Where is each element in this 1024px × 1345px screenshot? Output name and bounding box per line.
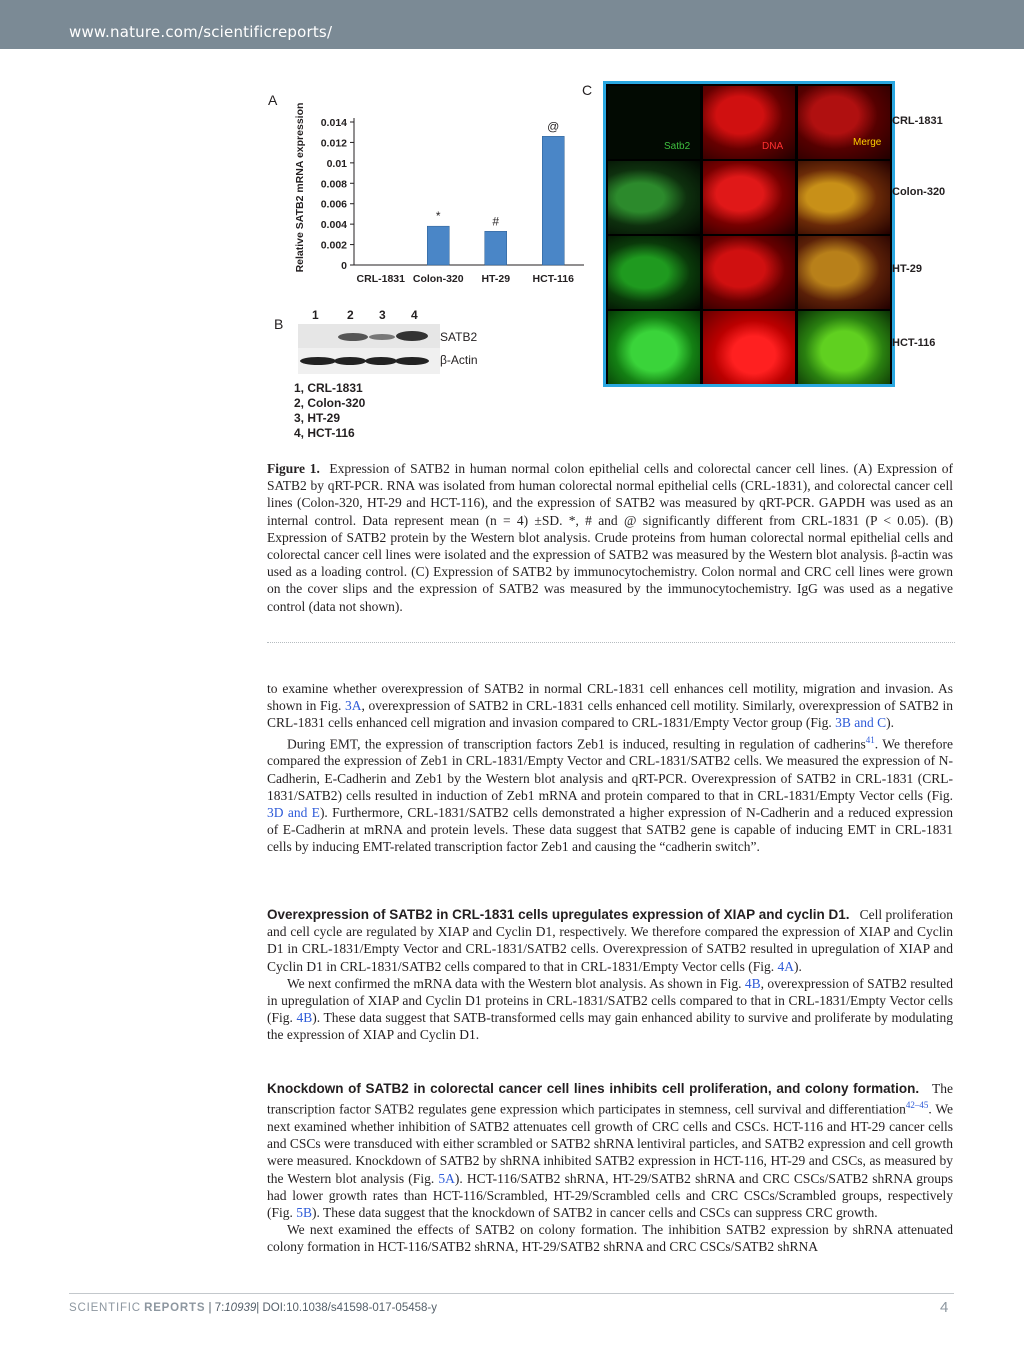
text-run: ). HCT-116/SATB2 shRNA, HT-29/SATB2 shRNA and CRC CSCs/SATB2 shRNA groups had lower growth rates than HCT-116/Scrambled, HT-29/Scrambled cells and CRC CSCs/Scrambled groups, respectively (Fig. <box>267 1170 953 1220</box>
text-run: We next examined the effects of SATB2 on colony formation. The inhibition SATB2 expression by shRNA attenuated colony formation in HCT-116/SATB2 shRNA, HT-29/SATB2 shRNA and CRC CSCs/SATB2 shRNA <box>267 1222 953 1255</box>
text-run: . We therefore compared the expression of Zeb1 in CRL-1831/Empty Vector and CRL-1831/SATB2 cells. We measured the expression of N-Cadherin, E-Cadherin and Zeb1 by the Western blot analysis and qRT-PCR. Overexpression of SATB2 in CRL-1831 (CRL-1831/SATB2) cells resulted in induction of Zeb1 mRNA and protein compared to that in CRL-1831/Empty Vector cells (Fig. <box>267 736 953 803</box>
row-label-colon320: Colon-320 <box>892 186 946 198</box>
section-heading: Overexpression of SATB2 in CRL-1831 cells upregulates expression of XIAP and cyclin D1. <box>267 907 850 922</box>
panel-a-letter: A <box>268 92 278 108</box>
figure-link[interactable]: 3A <box>345 698 362 714</box>
blot-lane-4: 4 <box>411 308 418 322</box>
text-run: Cell proliferation and cell cycle are regulated by XIAP and Cyclin D1, respectively. We therefore compared the expression of XIAP and Cyclin D1 in CRL-1831/Empty Vector and CRL-1831/SATB2 cells. Overexpression of SATB2 resulted in upregulation of XIAP and Cyclin D1 in CRL-1831/SATB2 cells compared to that in CRL-1831/Empty Vector cells (Fig. <box>267 907 953 974</box>
y-axis-title: Relative SATB2 mRNA expression <box>294 102 306 273</box>
caption-divider <box>267 642 955 643</box>
text-run: The transcription factor SATB2 regulates gene expression which participates in stemness, cell survival and differentiation <box>267 1081 953 1117</box>
x-tick-label: CRL-1831 <box>356 273 405 285</box>
paragraph <box>267 906 953 975</box>
journal-header-bar <box>0 0 1024 49</box>
micro-merge-colon320 <box>798 161 890 234</box>
channel-label-satb2: Satb2 <box>664 141 691 152</box>
footer-sep: | <box>205 1302 215 1314</box>
journal-name-b: REPORTS <box>144 1302 206 1314</box>
y-tick-label: 0 <box>341 260 347 272</box>
blot-band-satb2: SATB2 <box>440 330 478 344</box>
text-run: . We next examined whether inhibition of SATB2 attenuates cell growth of CRC cells and CSCs. HCT-116 and HT-29 cancer cells and CSCs were transduced with either scrambled or SATB2 shRNA lentiviral particles, and SATB2 expression and cell growth were measured. Knockdown of SATB2 by shRNA inhibited SATB2 expression in HCT-116, HT-29 and CSCs, as measured by the Western blot analysis (Fig. <box>267 1101 953 1186</box>
footer-article: 10939 <box>224 1302 257 1314</box>
significance-marker: # <box>492 214 500 229</box>
journal-name-a: SCIENTIFIC <box>69 1302 141 1314</box>
micro-satb2-hct116 <box>608 311 700 384</box>
paragraph <box>267 680 953 732</box>
footer-doi[interactable]: | DOI:10.1038/s41598-017-05458-y <box>256 1302 437 1314</box>
text-run: to examine whether overexpression of SATB2 in normal CRL-1831 cell enhances cell motility, migration and invasion. As shown in Fig. <box>267 681 953 714</box>
y-tick-label: 0.008 <box>320 178 347 191</box>
micro-dna-ht29 <box>703 236 795 309</box>
text-run: , overexpression of SATB2 in CRL-1831 cells enhanced cell motility. Similarly, overexpression of SATB2 in CRL-1831 cells enhanced cell migration and invasion compared to CRL-1831/Empty Vector group (Fig. <box>267 698 953 731</box>
section-xiap <box>267 906 953 1044</box>
x-tick-label: HCT-116 <box>532 273 574 285</box>
text-run: ). <box>793 958 802 974</box>
y-tick-label: 0.014 <box>320 117 347 129</box>
micro-merge-crl <box>798 86 890 159</box>
text-run: During EMT, the expression of transcription factors Zeb1 is induced, resulting in regulation of cadherins <box>287 736 866 752</box>
paragraph <box>267 1080 953 1221</box>
y-tick-label: 0.01 <box>326 157 347 170</box>
bar <box>427 226 449 265</box>
y-tick-label: 0.004 <box>320 219 347 232</box>
blot-lane-1: 1 <box>312 308 319 322</box>
citation-link[interactable]: 42–45 <box>905 1100 929 1111</box>
row-label-hct116: HCT-116 <box>892 337 936 349</box>
paragraph <box>267 1221 953 1255</box>
blot-key-item: 3, HT-29 <box>294 411 341 425</box>
blot-lane-3: 3 <box>379 308 386 322</box>
paragraph <box>267 975 953 1044</box>
micro-merge-hct116 <box>798 311 890 384</box>
micro-dna-hct116 <box>703 311 795 384</box>
panel-b-letter: B <box>274 316 284 332</box>
page-number: 4 <box>940 1299 949 1316</box>
figure-link[interactable]: 3B and C <box>835 715 887 731</box>
text-run: ). These data suggest that SATB-transformed cells may gain enhanced ability to survive and proliferate by modulating the expression of XIAP and Cyclin D1. <box>267 1010 953 1043</box>
journal-url[interactable]: www.nature.com/scientificreports/ <box>69 23 333 41</box>
x-tick-label: HT-29 <box>481 273 511 285</box>
text-run: ). <box>886 715 895 731</box>
figure-1 <box>260 78 960 450</box>
blot-key-item: 4, HCT-116 <box>294 426 355 440</box>
text-run: We next confirmed the mRNA data with the Western blot analysis. As shown in Fig. <box>287 975 745 991</box>
footer-rule <box>69 1293 954 1294</box>
section-heading: Knockdown of SATB2 in colorectal cancer cell lines inhibits cell proliferation, and colony formation. <box>267 1081 920 1096</box>
text-run: ). These data suggest that the knockdown of SATB2 in cancer cells and CSCs can suppress CRC growth. <box>312 1204 878 1220</box>
bar-chart <box>260 78 593 298</box>
text-run: , overexpression of SATB2 resulted in upregulation of XIAP and Cyclin D1 proteins in CRL-1831/SATB2 cells compared to that in CRL-1831/Empty Vector cells (Fig. <box>267 975 953 1026</box>
figure-link[interactable]: 4B <box>296 1010 313 1026</box>
panel-c-letter: C <box>582 82 593 98</box>
caption-text: Expression of SATB2 in human normal colon epithelial cells and colorectal cancer cell lines. (A) Expression of SATB2 by qRT-PCR. RNA was isolated from human colorectal normal epithelial cells (CRL-1831), and colorectal cancer cell lines (Colon-320, HT-29 and HCT-116), and the expression of SATB2 was measured by qRT-PCR. GAPDH was used as an internal control. Data represent mean (n = 4) ±SD. *, # and @ significantly different from CRL-1831 (P < 0.05). (B) Expression of SATB2 protein by the Western blot analysis. Crude proteins from human colorectal normal epithelial cells and colorectal cancer cell lines were isolated and the expression of SATB2 was measured by the Western blot analysis. β-actin was used as a loading control. (C) Expression of SATB2 by immunocytochemistry. Colon normal and CRC cell lines were grown on the cover slips and the expression of SATB2 was measured by the immunocytochemistry. IgG was used as a negative control (data not shown). <box>267 461 954 614</box>
bar <box>542 136 564 265</box>
row-label-crl1831: CRL-1831 <box>892 115 943 127</box>
y-tick-label: 0.006 <box>320 198 347 211</box>
blot-lane-2: 2 <box>347 308 354 322</box>
body-text <box>267 680 953 856</box>
figure-link[interactable]: 5B <box>296 1204 313 1220</box>
figure-link[interactable]: 4A <box>777 958 794 974</box>
figure-link[interactable]: 5A <box>438 1170 455 1186</box>
figure-link[interactable]: 4B <box>744 975 761 991</box>
channel-label-merge: Merge <box>853 137 882 148</box>
y-tick-label: 0.002 <box>320 239 347 252</box>
micro-satb2-colon320 <box>608 161 700 234</box>
section-knockdown <box>267 1080 953 1256</box>
blot-image <box>298 324 440 376</box>
citation-link[interactable]: 41 <box>865 734 875 745</box>
row-label-ht29: HT-29 <box>892 263 922 275</box>
x-tick-label: Colon-320 <box>412 273 464 285</box>
blot-key-item: 2, Colon-320 <box>294 396 366 410</box>
figure-caption <box>267 460 953 615</box>
micro-satb2-ht29 <box>608 236 700 309</box>
figure-link[interactable]: 3D and E <box>267 804 320 820</box>
micro-dna-colon320 <box>703 161 795 234</box>
paragraph <box>267 732 953 856</box>
blot-key <box>294 381 365 441</box>
channel-label-dna: DNA <box>762 141 784 152</box>
microscopy-panel <box>603 81 895 387</box>
blot-band-beta-actin: β-Actin <box>440 353 478 367</box>
significance-marker: * <box>435 209 441 224</box>
bar <box>485 231 507 265</box>
significance-marker: @ <box>547 119 560 134</box>
footer-volume: 7: <box>214 1302 225 1314</box>
y-tick-label: 0.012 <box>320 137 347 150</box>
caption-label: Figure 1. <box>267 461 320 476</box>
blot-key-item: 1, CRL-1831 <box>294 381 363 395</box>
footer <box>69 1302 437 1314</box>
micro-merge-ht29 <box>798 236 890 309</box>
text-run: ). Furthermore, CRL-1831/SATB2 cells demonstrated a higher expression of N-Cadherin and a reduced expression of E-Cadherin at mRNA and protein levels. These data suggest that SATB2 gene is capable of inducing EMT in CRL-1831 cells by inducing EMT-related transcription factor Zeb1 and causing the “cadherin switch”. <box>267 804 953 855</box>
